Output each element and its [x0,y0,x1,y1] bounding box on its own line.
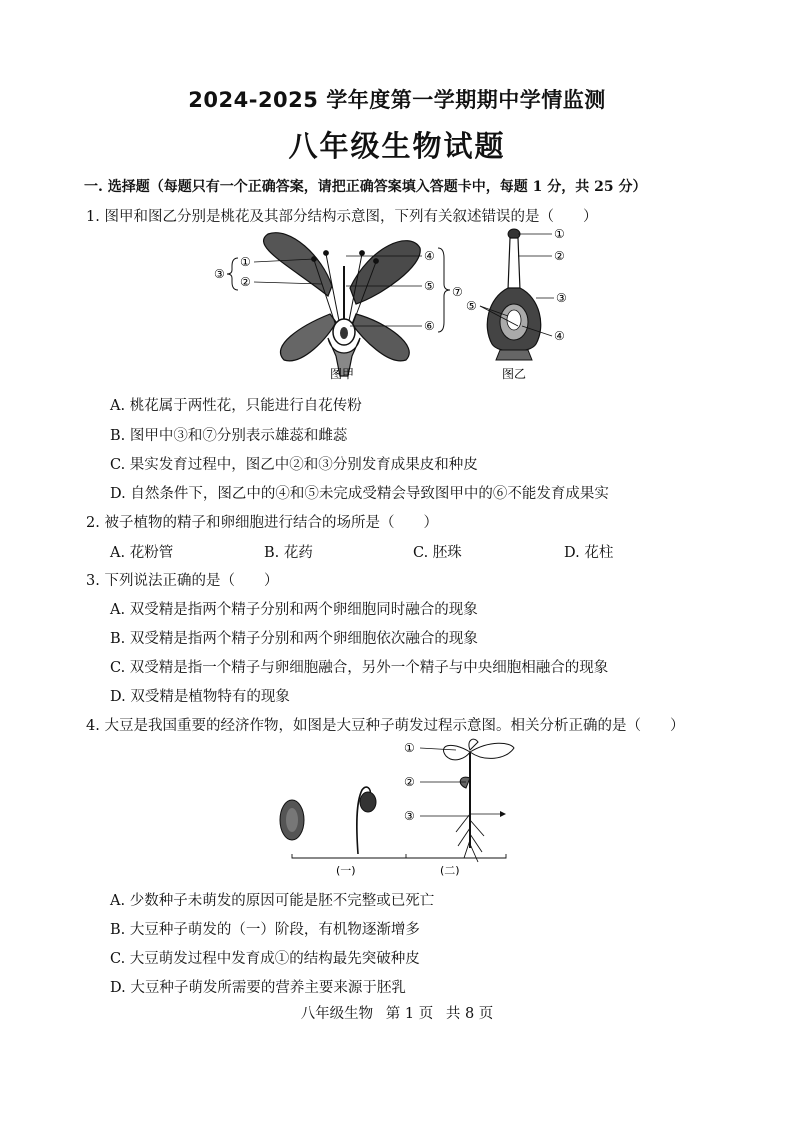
q4-option-c: C. 大豆萌发过程中发育成①的结构最先突破种皮 [110,951,420,967]
q4-option-a: A. 少数种子未萌发的原因可能是胚不完整或已死亡 [110,893,435,909]
fig-jia-label-5: ⑤ [424,279,435,293]
style-yi [508,238,520,290]
q4-stage-1: (一) [336,864,356,877]
figure-soybean-germination [270,736,530,880]
figure-jia-flower [210,226,480,386]
fig-jia-label-1: ① [240,255,251,269]
q4-stem: 4. 大豆是我国重要的经济作物，如图是大豆种子萌发过程示意图。相关分析正确的是（ ） [86,718,685,734]
fig-jia-label-3: ③ [214,267,225,281]
petal-left [264,233,332,296]
q2-stem: 2. 被子植物的精子和卵细胞进行结合的场所是（ ） [86,515,438,531]
q1-stem: 1. 图甲和图乙分别是桃花及其部分结构示意图，下列有关叙述错误的是（ ） [86,209,598,225]
q3-option-d: D. 双受精是植物特有的现象 [110,689,290,705]
fig-yi-label-5: ⑤ [466,299,477,313]
leaf-right [470,743,514,758]
q4-fig-label-1: ① [404,741,415,755]
q3-stem: 3. 下列说法正确的是（ ） [86,573,279,589]
q2-option-b: B. 花药 [264,545,313,561]
ovule [340,327,348,339]
footer-total: 共 8 页 [445,1006,494,1022]
q4-stage-2: (二) [440,864,460,877]
q2-option-c: C. 胚珠 [413,545,462,561]
q1-option-c: C. 果实发育过程中，图乙中②和③分别发育成果皮和种皮 [110,457,478,473]
stage-bracket [292,854,506,858]
q3-option-a: A. 双受精是指两个精子分别和两个卵细胞同时融合的现象 [110,602,478,618]
q4-fig-label-2: ② [404,775,415,789]
figure-yi-pistil [462,226,592,386]
exam-title: 2024-2025 学年度第一学期期中学情监测 [188,88,606,112]
exam-subtitle: 八年级生物试题 [288,129,506,163]
fig-jia-label-7: ⑦ [452,285,463,299]
section-heading: 一. 选择题（每题只有一个正确答案，请把正确答案填入答题卡中，每题 1 分，共 25 分） [84,179,647,195]
q1-option-a: A. 桃花属于两性花，只能进行自花传粉 [110,398,362,414]
cotyledon [460,777,470,788]
embryo-sac [507,310,521,330]
q4-fig-label-3: ③ [404,809,415,823]
left-brace [227,258,238,290]
fig-yi-label-4: ④ [554,329,565,343]
petal-right [350,241,420,304]
fig-yi-label-3: ③ [556,291,567,305]
footer-subject: 八年级生物 [300,1006,374,1022]
q1-option-d: D. 自然条件下，图乙中的④和⑤未完成受精会导致图甲中的⑥不能发育成果实 [110,486,609,502]
q1-option-b: B. 图甲中③和⑦分别表示雄蕊和雌蕊 [110,428,348,444]
q4-option-b: B. 大豆种子萌发的（一）阶段，有机物逐渐增多 [110,922,420,938]
q3-option-b: B. 双受精是指两个精子分别和两个卵细胞依次融合的现象 [110,631,478,647]
fig-yi-label-1: ① [554,227,565,241]
fig-jia-label-6: ⑥ [424,319,435,333]
page-footer [0,1002,794,1023]
q2-option-a: A. 花粉管 [110,545,174,561]
footer-page: 第 1 页 [385,1006,434,1022]
q4-option-d: D. 大豆种子萌发所需要的营养主要来源于胚乳 [110,980,406,996]
fig-yi-label-2: ② [554,249,565,263]
leaf-left [443,745,470,760]
fig-jia-caption: 图甲 [330,367,355,381]
fig-yi-caption: 图乙 [502,367,527,381]
q3-option-c: C. 双受精是指一个精子与卵细胞融合，另外一个精子与中央细胞相融合的现象 [110,660,609,676]
fig-jia-label-4: ④ [424,249,435,263]
petal-lower-right [352,314,409,361]
fig-jia-label-2: ② [240,275,251,289]
right-brace [438,248,450,332]
cotyledons-bud [360,792,376,812]
base [496,350,532,360]
q2-option-d: D. 花柱 [564,545,614,561]
petal-lower-left [280,314,336,361]
